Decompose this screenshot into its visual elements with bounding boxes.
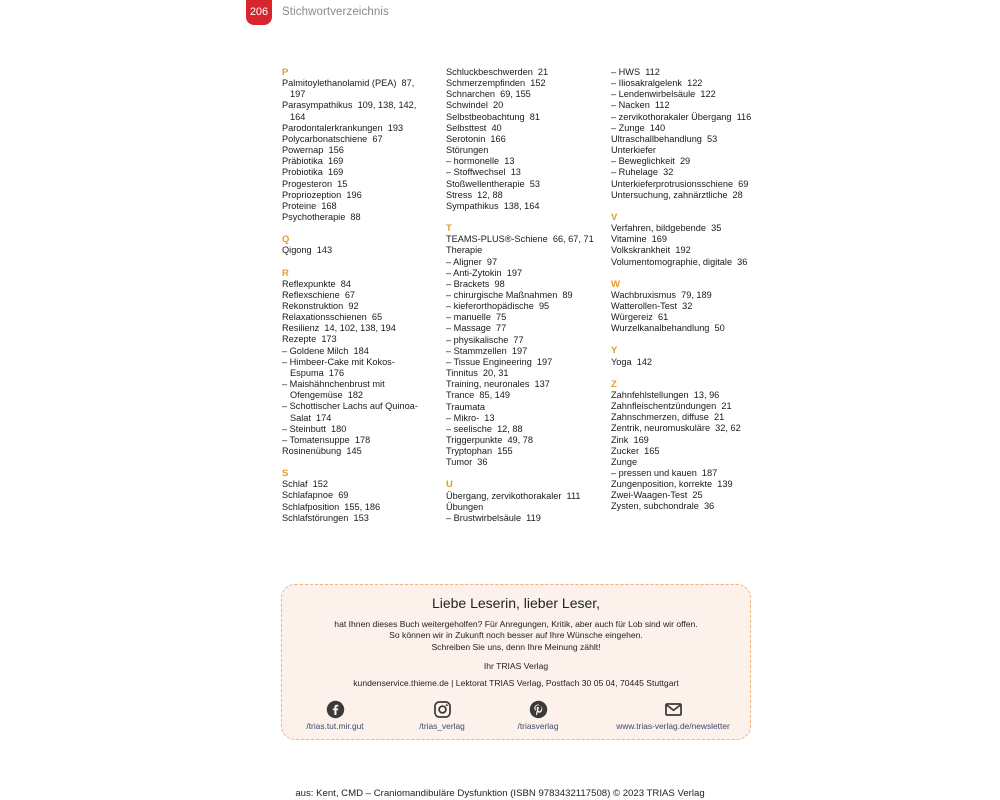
- feedback-line: Schreiben Sie uns, denn Ihre Meinung zählt!: [431, 641, 601, 652]
- feedback-signature: Ihr TRIAS Verlag: [483, 661, 549, 672]
- index-entry: – Steinbutt 180: [282, 423, 347, 434]
- index-entry: – Iliosakralgelenk 122: [611, 78, 703, 89]
- section-letter: U: [446, 479, 453, 491]
- index-entry: Parasympathikus 109, 138, 142,: [282, 100, 417, 111]
- index-entry: Schmerzempfinden 152: [446, 78, 546, 89]
- index-entry: – physikalische 77: [446, 334, 524, 345]
- index-entry: Polycarbonatschiene 67: [282, 133, 383, 144]
- index-entry: Traumata: [446, 401, 485, 412]
- index-entry: Schlafposition 155, 186: [282, 501, 381, 512]
- index-entry: Triggerpunkte 49, 78: [446, 435, 533, 445]
- index-entry: – HWS 112: [611, 67, 660, 77]
- index-entry: Propriozeption 196: [282, 189, 362, 200]
- index-entry: Übungen: [446, 501, 484, 512]
- index-entry: Zwei-Waagen-Test 25: [611, 490, 703, 501]
- facebook-link[interactable]: [285, 700, 385, 731]
- index-entry: Störungen: [446, 145, 489, 156]
- index-entry: – chirurgische Maßnahmen 89: [446, 289, 573, 300]
- index-entry: Unterkieferprotrusionsschiene 69: [611, 178, 749, 189]
- running-header-title: Stichwortverzeichnis: [282, 6, 389, 18]
- index-entry: Schluckbeschwerden 21: [446, 67, 549, 77]
- index-entry: – pressen und kauen 187: [611, 468, 718, 478]
- section-letter: Y: [611, 345, 618, 357]
- index-entry: – Stammzellen 197: [446, 345, 528, 356]
- newsletter-url: www.trias-verlag.de/newsletter: [616, 721, 730, 731]
- feedback-line: So können wir in Zukunft noch besser auf Ihre Wünsche eingehen.: [389, 630, 643, 641]
- index-section: [446, 223, 606, 468]
- index-column-1: [282, 67, 442, 535]
- index-entry: Volkskrankheit 192: [611, 245, 691, 256]
- pinterest-link[interactable]: [488, 700, 588, 731]
- index-entry: Stoßwellentherapie 53: [446, 178, 540, 189]
- index-entry: – Mikro- 13: [446, 412, 495, 423]
- index-entry: – kieferorthopädische 95: [446, 301, 550, 312]
- index-entry: Watterollen-Test 32: [611, 300, 693, 311]
- index-entry-continuation: 164: [290, 111, 306, 122]
- index-entry: Wurzelkanalbehandlung 50: [611, 323, 725, 334]
- index-entry-continuation: 197: [290, 89, 306, 100]
- index-entry-continuation: Ofengemüse 182: [290, 390, 364, 401]
- index-entry: Vitamine 169: [611, 234, 668, 245]
- feedback-line: hat Ihnen dieses Buch weitergeholfen? Für Anregungen, Kritik, aber auch für Lob sind wir offen.: [334, 619, 698, 629]
- reader-feedback-box: [281, 584, 751, 740]
- index-entry: Würgereiz 61: [611, 312, 669, 323]
- index-section: [611, 279, 786, 335]
- index-entry: Therapie: [446, 245, 483, 256]
- index-section: [282, 268, 442, 458]
- index-entry: – Himbeer-Cake mit Kokos-: [282, 356, 395, 367]
- index-entry: Probiotika 169: [282, 167, 344, 178]
- index-entry: Palmitoylethanolamid (PEA) 87,: [282, 78, 415, 89]
- index-entry: – Anti-Zytokin 197: [446, 267, 523, 278]
- index-entry: Zahnfehlstellungen 13, 96: [611, 389, 720, 400]
- page-number: 206: [246, 0, 272, 25]
- index-entry: – manuelle 75: [446, 312, 507, 323]
- index-entry: Qigong 143: [282, 245, 333, 256]
- index-section: [282, 67, 442, 223]
- index-entry: Zunge: [611, 456, 638, 467]
- facebook-handle: /trias.tut.mir.gut: [306, 721, 364, 731]
- index-entry: – Nacken 112: [611, 100, 670, 111]
- index-entry: Untersuchung, zahnärztliche 28: [611, 189, 743, 200]
- index-entry: Yoga 142: [611, 356, 653, 367]
- index-entry: Tryptophan 155: [446, 446, 513, 457]
- index-entry: Präbiotika 169: [282, 156, 344, 167]
- section-letter: P: [282, 67, 289, 78]
- index-section: [611, 67, 786, 201]
- index-entry: Zahnfleischentzündungen 21: [611, 401, 732, 412]
- index-entry: Selbstbeobachtung 81: [446, 111, 540, 122]
- index-entry: – hormonelle 13: [446, 156, 515, 167]
- index-entry: – Ruhelage 32: [611, 167, 674, 178]
- index-section: [611, 212, 786, 268]
- index-entry: Reflexschiene 67: [282, 289, 356, 300]
- index-entry: Schlafstörungen 153: [282, 512, 369, 523]
- index-entry: Schwindel 20: [446, 100, 504, 111]
- index-entry: Wachbruxismus 79, 189: [611, 289, 712, 300]
- index-entry: Progesteron 15: [282, 178, 348, 189]
- source-footer: aus: Kent, CMD – Craniomandibuläre Dysfunktion (ISBN 9783432117508) © 2023 TRIAS Verlag: [295, 788, 705, 799]
- index-entry: – Goldene Milch 184: [282, 345, 369, 356]
- feedback-title: Liebe Leserin, lieber Leser,: [431, 595, 601, 611]
- index-column-3: [611, 67, 786, 524]
- index-entry: Rekonstruktion 92: [282, 300, 359, 311]
- index-entry: Powernap 156: [282, 145, 344, 156]
- section-letter: S: [282, 468, 289, 480]
- index-entry: Übergang, zervikothorakaler 111: [446, 490, 581, 501]
- newsletter-link[interactable]: [598, 700, 748, 731]
- index-entry: Verfahren, bildgebende 35: [611, 223, 722, 234]
- section-letter: W: [611, 278, 620, 290]
- index-entry: Zungenposition, korrekte 139: [611, 479, 733, 490]
- index-entry: Sympathikus 138, 164: [446, 200, 540, 211]
- index-entry: Rezepte 173: [282, 334, 337, 345]
- index-entry-continuation: Salat 174: [290, 412, 332, 423]
- pinterest-icon: [529, 700, 548, 719]
- mail-icon: [664, 700, 683, 719]
- section-letter: Z: [611, 378, 617, 390]
- pinterest-handle: /triasverlag: [517, 721, 559, 731]
- index-entry: Trance 85, 149: [446, 390, 511, 401]
- index-section: [611, 345, 786, 367]
- index-entry: Rosinenübung 145: [282, 446, 362, 456]
- index-column-2: [446, 67, 606, 535]
- facebook-icon: [326, 700, 345, 719]
- index-entry-continuation: Espuma 176: [290, 367, 345, 378]
- section-letter: V: [611, 211, 618, 223]
- index-entry: Volumentomographie, digitale 36: [611, 256, 748, 267]
- index-entry: Parodontalerkrankungen 193: [282, 122, 404, 133]
- feedback-text: [282, 619, 750, 653]
- index-entry: Tinnitus 20, 31: [446, 368, 509, 379]
- index-entry: – Stoffwechsel 13: [446, 167, 521, 178]
- index-entry: Zucker 165: [611, 445, 660, 456]
- index-entry: Reflexpunkte 84: [282, 278, 351, 289]
- index-section: [611, 379, 786, 513]
- section-letter: Q: [282, 234, 290, 246]
- index-entry: – Tissue Engineering 197: [446, 356, 553, 367]
- index-entry: Schlafapnoe 69: [282, 490, 349, 501]
- index-entry: – Schottischer Lachs auf Quinoa-: [282, 401, 418, 412]
- index-entry: – Lendenwirbelsäule 122: [611, 89, 716, 100]
- index-entry: Schnarchen 69, 155: [446, 89, 531, 100]
- index-entry: – Brustwirbelsäule 119: [446, 512, 541, 523]
- index-entry: – Massage 77: [446, 323, 507, 334]
- index-section: [446, 479, 606, 524]
- index-entry: Unterkiefer: [611, 145, 656, 156]
- index-entry: – seelische 12, 88: [446, 423, 523, 434]
- index-section: [282, 234, 442, 256]
- index-entry: Training, neuronales 137: [446, 379, 550, 390]
- index-entry: – Tomatensuppe 178: [282, 434, 371, 445]
- index-entry: – zervikothorakaler Übergang 116: [611, 111, 752, 122]
- index-entry: Ultraschallbehandlung 53: [611, 133, 718, 144]
- index-entry: Serotonin 166: [446, 133, 506, 144]
- instagram-icon: [433, 700, 452, 719]
- index-entry: Zahnschmerzen, diffuse 21: [611, 412, 725, 423]
- index-entry: Selbsttest 40: [446, 122, 502, 133]
- index-entry: – Brackets 98: [446, 278, 505, 289]
- index-entry: – Beweglichkeit 29: [611, 156, 691, 167]
- index-entry: TEAMS-PLUS®-Schiene 66, 67, 71: [446, 234, 594, 245]
- index-entry: Zink 169: [611, 434, 649, 445]
- index-entry: Resilienz 14, 102, 138, 194: [282, 323, 396, 334]
- instagram-handle: /trias_verlag: [419, 721, 465, 731]
- index-entry: – Aligner 97: [446, 256, 498, 267]
- index-entry: Tumor 36: [446, 457, 488, 468]
- section-letter: R: [282, 267, 289, 279]
- section-letter: T: [446, 223, 452, 235]
- index-entry: Relaxationsschienen 65: [282, 312, 383, 323]
- index-entry: Zentrik, neuromuskuläre 32, 62: [611, 423, 741, 434]
- index-entry: – Zunge 140: [611, 122, 666, 133]
- index-entry: Stress 12, 88: [446, 189, 503, 200]
- index-entry: Zysten, subchondrale 36: [611, 501, 715, 512]
- index-section: [446, 67, 606, 212]
- contact-line: kundenservice.thieme.de | Lektorat TRIAS Verlag, Postfach 30 05 04, 70445 Stuttgart: [353, 678, 679, 689]
- index-entry: Psychotherapie 88: [282, 212, 361, 223]
- index-entry: Schlaf 152: [282, 479, 328, 490]
- index-entry: – Maishähnchenbrust mit: [282, 379, 385, 390]
- instagram-link[interactable]: [392, 700, 492, 731]
- index-entry: Proteine 168: [282, 200, 337, 211]
- index-section: [282, 468, 442, 524]
